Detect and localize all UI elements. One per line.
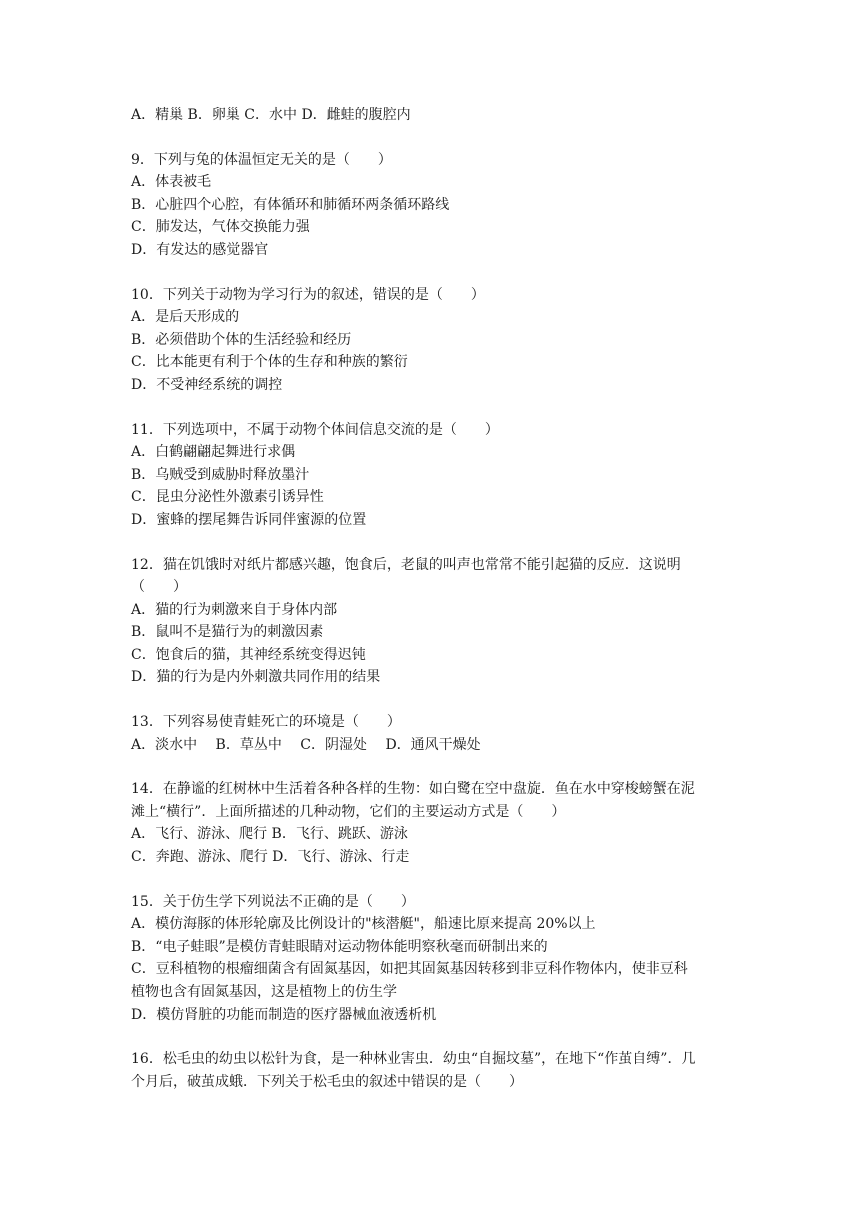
intro-options: A．精巢 B．卵巢 C．水中 D．雌蛙的腹腔内 <box>131 107 411 123</box>
question-15 <box>131 891 741 1027</box>
option-b: B．必须借助个体的生活经验和经历 <box>131 331 352 348</box>
question-stem: 11．下列选项中，不属于动物个体间信息交流的是（ ） <box>131 421 499 438</box>
exam-page <box>131 104 741 1093</box>
option-b: B．乌贼受到威胁时释放墨汁 <box>131 466 310 483</box>
question-stem-line-2: 个月后，破茧成蛾．下列关于松毛虫的叙述中错误的是（ ） <box>131 1073 523 1090</box>
question-14 <box>131 778 741 868</box>
question-13 <box>131 711 741 756</box>
spacer <box>131 1026 741 1048</box>
options-row-cd: C．奔跑、游泳、爬行 D．飞行、游泳、行走 <box>131 849 410 866</box>
option-a: A．猫的行为刺激来自于身体内部 <box>131 601 338 618</box>
spacer <box>131 532 741 554</box>
question-stem: 9．下列与兔的体温恒定无关的是（ ） <box>131 151 392 168</box>
spacer <box>131 262 741 284</box>
question-stem-line-2: 滩上“横行”．上面所描述的几种动物，它们的主要运动方式是（ ） <box>131 803 566 820</box>
option-d: D．不受神经系统的调控 <box>131 376 283 393</box>
question-stem: 15．关于仿生学下列说法不正确的是（ ） <box>131 893 415 910</box>
question-stem-line-2: （ ） <box>131 579 187 596</box>
question-stem: 10．下列关于动物为学习行为的叙述，错误的是（ ） <box>131 286 485 303</box>
option-c: C．肺发达，气体交换能力强 <box>131 219 310 236</box>
spacer <box>131 689 741 711</box>
option-c: C．豆科植物的根瘤细菌含有固氮基因，如把其固氮基因转移到非豆科作物体内，使非豆科 <box>131 961 688 978</box>
question-16 <box>131 1048 741 1093</box>
question-10 <box>131 284 741 397</box>
spacer <box>131 756 741 778</box>
options-row-ab: A．飞行、游泳、爬行 B．飞行、跳跃、游泳 <box>131 826 408 843</box>
option-a: A．模仿海豚的体形轮廓及比例设计的"核潜艇"，船速比原来提高 20%以上 <box>131 916 596 933</box>
question-stem-line-1: 12．猫在饥饿时对纸片都感兴趣，饱食后，老鼠的叫声也常常不能引起猫的反应．这说明 <box>131 556 681 573</box>
option-c-continued: 植物也含有固氮基因，这是植物上的仿生学 <box>131 984 397 1000</box>
spacer <box>131 127 741 149</box>
option-c: C．昆虫分泌性外激素引诱异性 <box>131 489 324 506</box>
option-d: D．蜜蜂的摆尾舞告诉同伴蜜源的位置 <box>131 511 367 528</box>
question-12 <box>131 554 741 690</box>
question-9 <box>131 149 741 262</box>
question-stem: 13．下列容易使青蛙死亡的环境是（ ） <box>131 714 401 731</box>
option-b: B．“电子蛙眼”是模仿青蛙眼睛对运动物体能明察秋毫而研制出来的 <box>131 938 548 955</box>
spacer <box>131 397 741 419</box>
option-d: D．猫的行为是内外刺激共同作用的结果 <box>131 669 381 686</box>
option-a: A．体表被毛 <box>131 174 212 191</box>
option-b: B．心脏四个心腔，有体循环和肺循环两条循环路线 <box>131 196 450 213</box>
option-a: A．白鹤翩翩起舞进行求偶 <box>131 444 296 461</box>
question-stem-line-1: 16．松毛虫的幼虫以松针为食，是一种林业害虫．幼虫“自掘坟墓”，在地下“作茧自缚”．几 <box>131 1051 696 1068</box>
question-stem-line-1: 14．在静谧的红树林中生活着各种各样的生物：如白鹭在空中盘旋．鱼在水中穿梭螃蟹在泥 <box>131 781 695 798</box>
option-b: B．鼠叫不是猫行为的刺激因素 <box>131 624 324 641</box>
option-c: C．饱食后的猫，其神经系统变得迟钝 <box>131 646 366 663</box>
options-row: A．淡水中 B．草丛中 C．阴湿处 D．通风干燥处 <box>131 736 481 753</box>
option-d: D．有发达的感觉器官 <box>131 241 269 258</box>
option-c: C．比本能更有利于个体的生存和种族的繁衍 <box>131 354 408 371</box>
question-11 <box>131 419 741 532</box>
option-d: D．模仿肾脏的功能而制造的医疗器械血液透析机 <box>131 1006 437 1023</box>
spacer <box>131 869 741 891</box>
option-a: A．是后天形成的 <box>131 309 240 326</box>
